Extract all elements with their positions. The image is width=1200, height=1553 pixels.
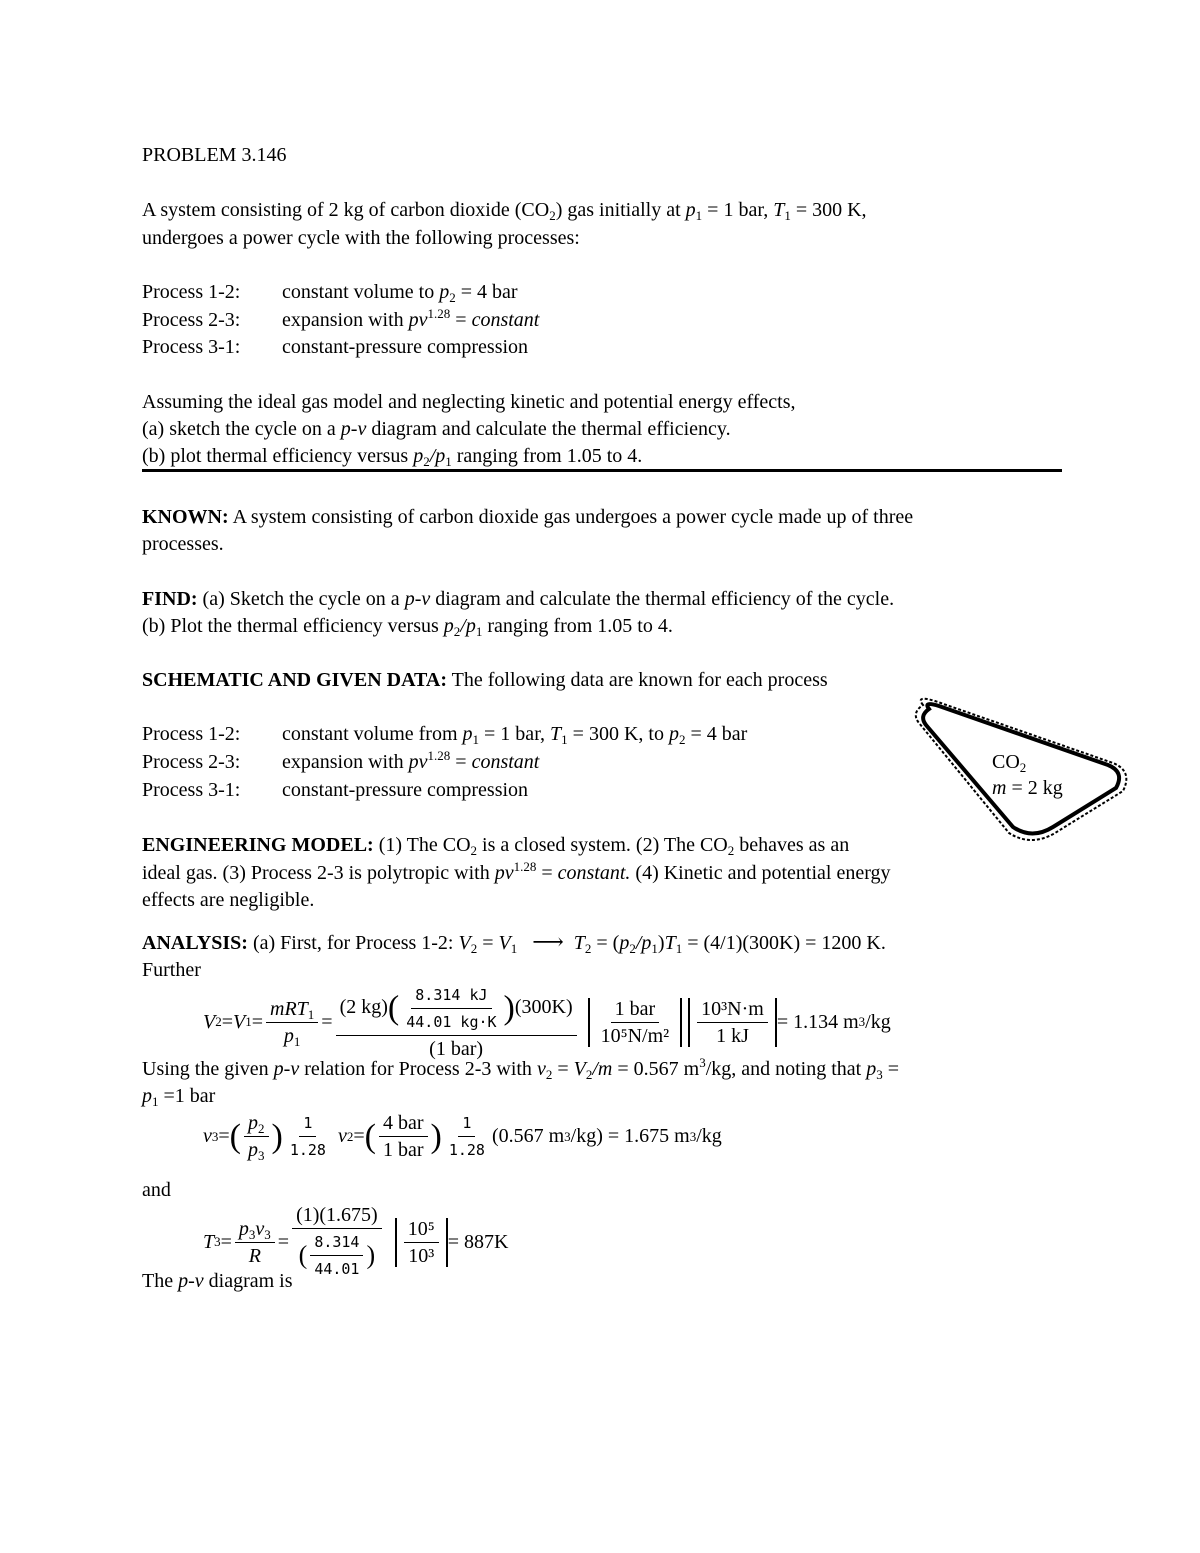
process-3-1: Process 3-1: constant-pressure compression <box>142 336 529 358</box>
further-line: Further <box>142 959 201 981</box>
and-line: and <box>142 1179 171 1201</box>
fraction-mrt-over-p: $\frac{mRT_1}{p_1}$ <box>266 998 318 1047</box>
find-line-2: (b) Plot the thermal efficiency versus $p_2/p_1$ ranging from 1.05 to 4. <box>142 615 673 639</box>
analysis-line-1: ANALYSIS: (a) First, for Process 1-2: $V_2 = V_1$ ⟶ $T_2 = (p_2/p_1)T_1 = (4/1)(300K) = 1200$ K. <box>142 929 886 956</box>
schematic-heading: SCHEMATIC AND GIVEN DATA: The following data are known for each process <box>142 669 828 691</box>
fraction-numeric: (2 kg)( $\frac{8.314 kJ}{44.01 kg\cdot K}$ )(300K) (1 bar) <box>336 984 577 1060</box>
divider-rule <box>142 469 1062 472</box>
statement-line-2: undergoes a power cycle with the following processes: <box>142 227 580 249</box>
part-b: (b) plot thermal efficiency versus $p_2/p_1$ ranging from 1.05 to 4. <box>142 445 643 469</box>
part-a: (a) sketch the cycle on a p-v diagram and calculate the thermal efficiency. <box>142 418 731 440</box>
conversion-bar-pressure: $\frac{\text{1 bar}}{\text{10⁵N/m²}}$ <box>588 998 683 1047</box>
find-line-1: FIND: (a) Sketch the cycle on a p-v diagram and calculate the thermal efficiency of the cycle. <box>142 588 895 610</box>
process-2-3: Process 2-3: expansion with $pv^{1.28}$ = constant <box>142 306 540 331</box>
schematic-process-3-1: Process 3-1: constant-pressure compression <box>142 779 529 801</box>
using-line-1: Using the given p-v relation for Process 2-3 with $v_2 = V_2/m = 0.567$ $m^3/kg$, and noting that $p_3$ = <box>142 1055 900 1082</box>
problem-title: PROBLEM 3.146 <box>142 144 287 166</box>
equation-v3: v 3 = ( $\frac{p_2}{p_3}$ ) $\frac{1}{1.28}$ v 2 = ( $\frac{\text{4 bar}}{\text{1 bar}}$ ) $\frac{1}{1.28}$ (0.567 m 3 /kg) = 1.675 m 3 /kg <box>203 1112 722 1163</box>
model-line-2: ideal gas. (3) Process 2-3 is polytropic with $pv^{1.28}$ = constant. (4) Kinetic and potential energy <box>142 859 891 884</box>
equation-v2: V 2 = V 1 = $\frac{mRT_1}{p_1}$ = (2 kg)( $\frac{8.314 kJ}{44.01 kg\cdot K}$ )(300K) (1 bar) $\frac{\text{1 bar}}{\text{10⁵N/m²}}$ $\frac{\text{10³N·m}}{1 kJ}$ = 1.134 m 3 /kg <box>203 986 891 1060</box>
assumption-line: Assuming the ideal gas model and neglecting kinetic and potential energy effects, <box>142 391 796 413</box>
statement-line-1: A system consisting of 2 kg of carbon dioxide $(CO_2)$ gas initially at $p_1 = 1$ bar, $T_1 = 300$ K, <box>142 199 867 223</box>
conversion-bar-energy: $\frac{\text{10³N·m}}{1 kJ}$ <box>688 998 777 1047</box>
model-line-3: effects are negligible. <box>142 889 315 911</box>
diagram-caption: The p-v diagram is <box>142 1270 293 1292</box>
implies-arrow-icon: ⟶ <box>532 929 564 954</box>
model-line-1: ENGINEERING MODEL: (1) The $CO_2$ is a closed system. (2) The $CO_2$ behaves as an <box>142 834 850 858</box>
known-line-2: processes. <box>142 533 224 555</box>
equation-t3: T 3 = $\frac{p_3v_3}{R}$ = (1)(1.675) ( $\frac{8.314}{44.01}$ ) $\frac{\text{10⁵}}{\text{10³}}$ = 887K <box>203 1204 509 1278</box>
schematic-process-1-2: Process 1-2: constant volume from $p_1 = 1$ bar, $T_1 = 300$ K, to $p_2 = 4$ bar <box>142 723 748 747</box>
exponent-fraction-1: $\frac{1}{1.28}$ <box>289 1114 326 1159</box>
known-line-1: KNOWN: A system consisting of carbon dioxide gas undergoes a power cycle made up of three <box>142 506 914 528</box>
exponent-fraction-2: $\frac{1}{1.28}$ <box>448 1114 485 1159</box>
using-line-2: $p_1 =1$ bar <box>142 1085 216 1109</box>
process-1-2: Process 1-2: constant volume to $p_2 = 4$ bar <box>142 281 518 305</box>
mass-label: m = 2 kg <box>992 777 1063 799</box>
schematic-process-2-3: Process 2-3: expansion with $pv^{1.28}$ = constant <box>142 748 540 773</box>
conversion-bar-power: $\frac{\text{10⁵}}{\text{10³}}$ <box>395 1218 448 1267</box>
co2-label: $CO_2$ <box>992 751 1027 775</box>
